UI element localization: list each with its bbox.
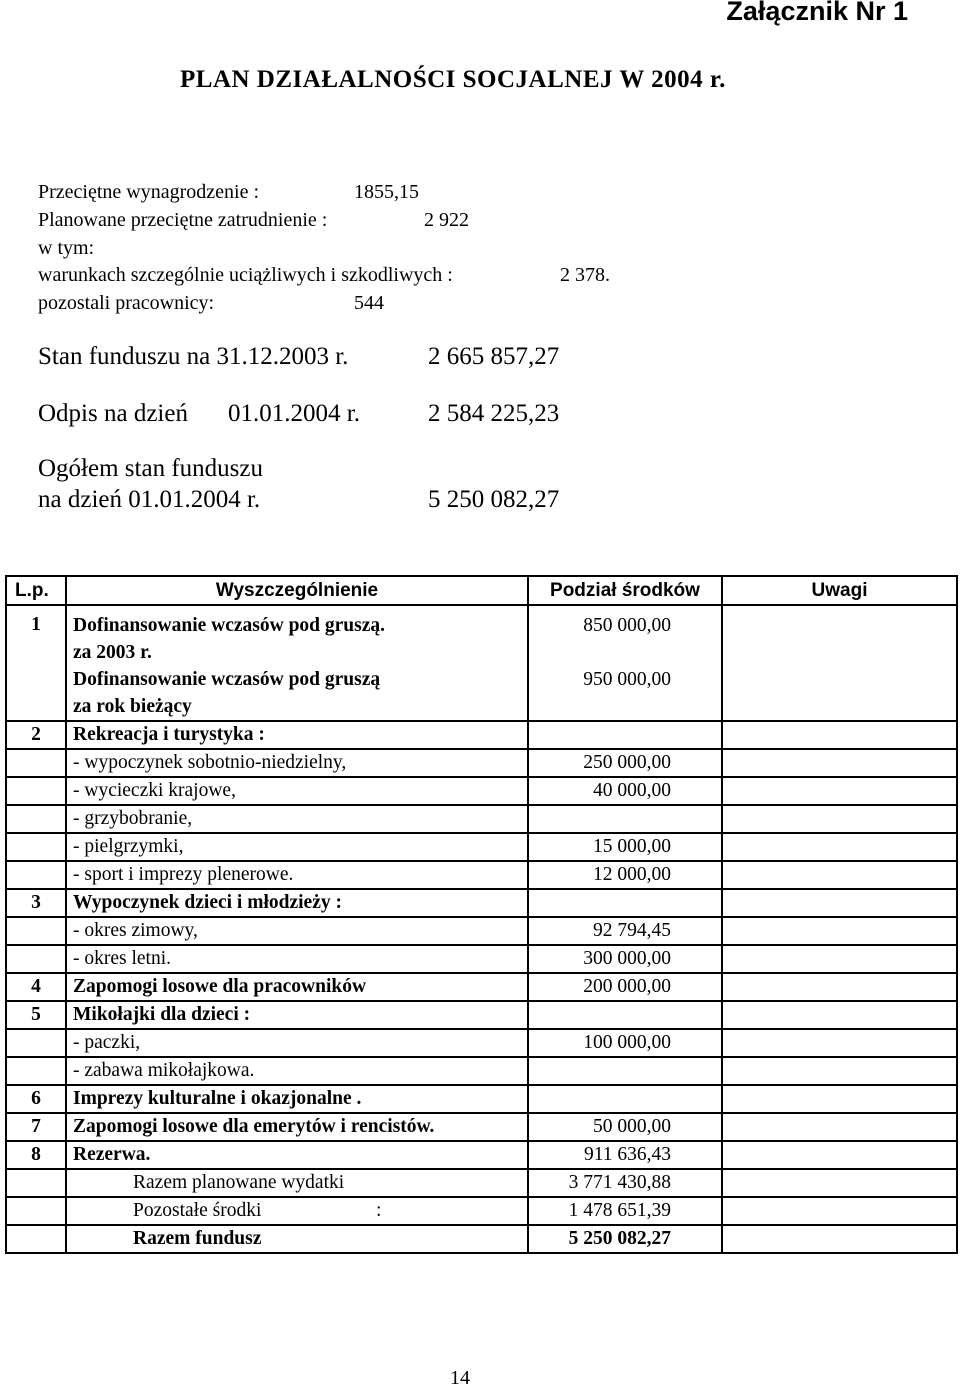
row-notes xyxy=(722,861,957,889)
info-value: 2 378. xyxy=(560,264,610,286)
row-description: - okres letni. xyxy=(66,945,528,973)
column-header: Uwagi xyxy=(722,576,957,605)
page-title: PLAN DZIAŁALNOŚCI SOCJALNEJ W 2004 r. xyxy=(180,66,726,93)
table-row xyxy=(6,1001,957,1029)
row-description: - grzybobranie, xyxy=(66,805,528,833)
row-amount-spacer xyxy=(535,639,671,666)
row-amount xyxy=(528,1001,722,1029)
page-number: 14 xyxy=(450,1367,470,1389)
row-amount: 100 000,00 xyxy=(528,1029,722,1057)
table-row xyxy=(6,945,957,973)
table-row xyxy=(6,1057,957,1085)
row-notes xyxy=(722,889,957,917)
row-description: - sport i imprezy plenerowe. xyxy=(66,861,528,889)
allocation-date: 01.01.2004 r. xyxy=(228,400,360,427)
row-description: - okres zimowy, xyxy=(66,917,528,945)
info-label: pozostali pracownicy: xyxy=(38,292,215,314)
info-value: 1855,15 xyxy=(354,181,419,203)
row-description: Zapomogi losowe dla emerytów i rencistów. xyxy=(66,1113,528,1141)
table-rows xyxy=(6,721,957,1169)
row-description-line: za rok bieżący xyxy=(73,696,192,717)
column-header: L.p. xyxy=(6,576,66,605)
row-description: Rekreacja i turystyka : xyxy=(66,721,528,749)
column-header: Wyszczególnienie xyxy=(66,576,528,605)
table-row xyxy=(6,805,957,833)
row-number xyxy=(6,1029,66,1057)
row-number: 6 xyxy=(6,1085,66,1113)
fund-balance-value: 2 665 857,27 xyxy=(428,343,560,370)
row-description xyxy=(66,605,528,721)
row-number xyxy=(6,917,66,945)
row-amount xyxy=(528,605,722,721)
row-amount: 300 000,00 xyxy=(528,945,722,973)
row-description: Wypoczynek dzieci i młodzieży : xyxy=(66,889,528,917)
row-amount xyxy=(528,889,722,917)
row-number xyxy=(6,1225,66,1253)
row-notes xyxy=(722,945,957,973)
info-label: Przeciętne wynagrodzenie : xyxy=(38,181,260,203)
row-amount: 200 000,00 xyxy=(528,973,722,1001)
table-row xyxy=(6,973,957,1001)
table-totals xyxy=(6,1169,957,1253)
info-value: 544 xyxy=(354,292,384,314)
totals-amount: 1 478 651,39 xyxy=(528,1197,722,1225)
row-description: - zabawa mikołajkowa. xyxy=(66,1057,528,1085)
row-number xyxy=(6,805,66,833)
row-number xyxy=(6,861,66,889)
row-description: - paczki, xyxy=(66,1029,528,1057)
row-notes xyxy=(722,833,957,861)
table-row xyxy=(6,1113,957,1141)
row-description-line: Dofinansowanie wczasów pod gruszą xyxy=(73,669,381,690)
row-number: 2 xyxy=(6,721,66,749)
row-number: 5 xyxy=(6,1001,66,1029)
row-notes xyxy=(722,777,957,805)
row-amount: 911 636,43 xyxy=(528,1141,722,1169)
row-number xyxy=(6,945,66,973)
table-header-row xyxy=(6,576,957,605)
row-amount xyxy=(528,805,722,833)
info-label: warunkach szczególnie uciążliwych i szkodliwych : xyxy=(38,264,453,286)
fund-balance-label: Stan funduszu na 31.12.2003 r. xyxy=(38,343,349,370)
row-notes xyxy=(722,1225,957,1253)
table-row xyxy=(6,749,957,777)
row-amount xyxy=(528,1057,722,1085)
row-description-line: za 2003 r. xyxy=(73,642,152,663)
row-notes xyxy=(722,1029,957,1057)
table-row xyxy=(6,605,957,721)
allocation-value: 2 584 225,23 xyxy=(428,400,560,427)
allocation-label: Odpis na dzień xyxy=(38,400,188,427)
row-amount: 50 000,00 xyxy=(528,1113,722,1141)
row-notes xyxy=(722,973,957,1001)
row-amount-value: 950 000,00 xyxy=(583,669,671,690)
total-fund-value: 5 250 082,27 xyxy=(428,486,560,513)
row-notes xyxy=(722,1169,957,1197)
row-number xyxy=(6,1169,66,1197)
row-amount-value: 850 000,00 xyxy=(583,615,671,636)
row-number: 3 xyxy=(6,889,66,917)
totals-amount: 3 771 430,88 xyxy=(528,1169,722,1197)
row-number xyxy=(6,833,66,861)
row-notes xyxy=(722,805,957,833)
table-row xyxy=(6,889,957,917)
column-header: Podział środków xyxy=(528,576,722,605)
row-amount: 92 794,45 xyxy=(528,917,722,945)
row-amount: 250 000,00 xyxy=(528,749,722,777)
table-row xyxy=(6,861,957,889)
total-fund-label: Ogółem stan funduszu xyxy=(38,455,263,482)
row-description: - wypoczynek sobotnio-niedzielny, xyxy=(66,749,528,777)
row-number xyxy=(6,1197,66,1225)
table-row xyxy=(6,1085,957,1113)
row-description: Mikołajki dla dzieci : xyxy=(66,1001,528,1029)
row-description: Zapomogi losowe dla pracowników xyxy=(66,973,528,1001)
attachment-label: Załącznik Nr 1 xyxy=(726,0,908,26)
totals-row xyxy=(6,1197,957,1225)
row-description: Imprezy kulturalne i okazjonalne . xyxy=(66,1085,528,1113)
row-notes xyxy=(722,1057,957,1085)
row-notes xyxy=(722,1197,957,1225)
row-number: 4 xyxy=(6,973,66,1001)
row-number: 8 xyxy=(6,1141,66,1169)
info-value: 2 922 xyxy=(424,209,469,231)
row-amount: 12 000,00 xyxy=(528,861,722,889)
row-number: 1 xyxy=(6,605,66,721)
totals-label-text: Razem fundusz xyxy=(133,1228,262,1249)
table-row xyxy=(6,1029,957,1057)
row-number xyxy=(6,777,66,805)
social-plan-table xyxy=(5,575,958,1254)
row-amount xyxy=(528,1085,722,1113)
table-row xyxy=(6,1141,957,1169)
info-label: w tym: xyxy=(38,237,95,259)
row-notes xyxy=(722,1141,957,1169)
row-amount: 15 000,00 xyxy=(528,833,722,861)
totals-label xyxy=(66,1225,528,1253)
row-description-line: Dofinansowanie wczasów pod gruszą. xyxy=(73,615,386,636)
table-row xyxy=(6,777,957,805)
table-row xyxy=(6,833,957,861)
totals-amount: 5 250 082,27 xyxy=(528,1225,722,1253)
row-description: - pielgrzymki, xyxy=(66,833,528,861)
row-amount xyxy=(528,721,722,749)
row-notes xyxy=(722,605,957,721)
row-description: - wycieczki krajowe, xyxy=(66,777,528,805)
row-description: Rezerwa. xyxy=(66,1141,528,1169)
row-number: 7 xyxy=(6,1113,66,1141)
total-fund-label: na dzień 01.01.2004 r. xyxy=(38,486,261,513)
table-row xyxy=(6,721,957,749)
row-notes xyxy=(722,721,957,749)
row-notes xyxy=(722,1001,957,1029)
totals-label-text: Razem planowane wydatki xyxy=(133,1172,345,1193)
row-amount: 40 000,00 xyxy=(528,777,722,805)
totals-row xyxy=(6,1169,957,1197)
totals-label xyxy=(66,1197,528,1225)
row-notes xyxy=(722,1113,957,1141)
totals-label-text: Pozostałe środki xyxy=(133,1200,262,1221)
info-label: Planowane przeciętne zatrudnienie : xyxy=(38,209,328,231)
row-notes xyxy=(722,749,957,777)
table-row xyxy=(6,917,957,945)
totals-separator: : xyxy=(375,1200,382,1221)
totals-label xyxy=(66,1169,528,1197)
row-number xyxy=(6,749,66,777)
totals-row xyxy=(6,1225,957,1253)
row-number xyxy=(6,1057,66,1085)
row-notes xyxy=(722,1085,957,1113)
row-notes xyxy=(722,917,957,945)
